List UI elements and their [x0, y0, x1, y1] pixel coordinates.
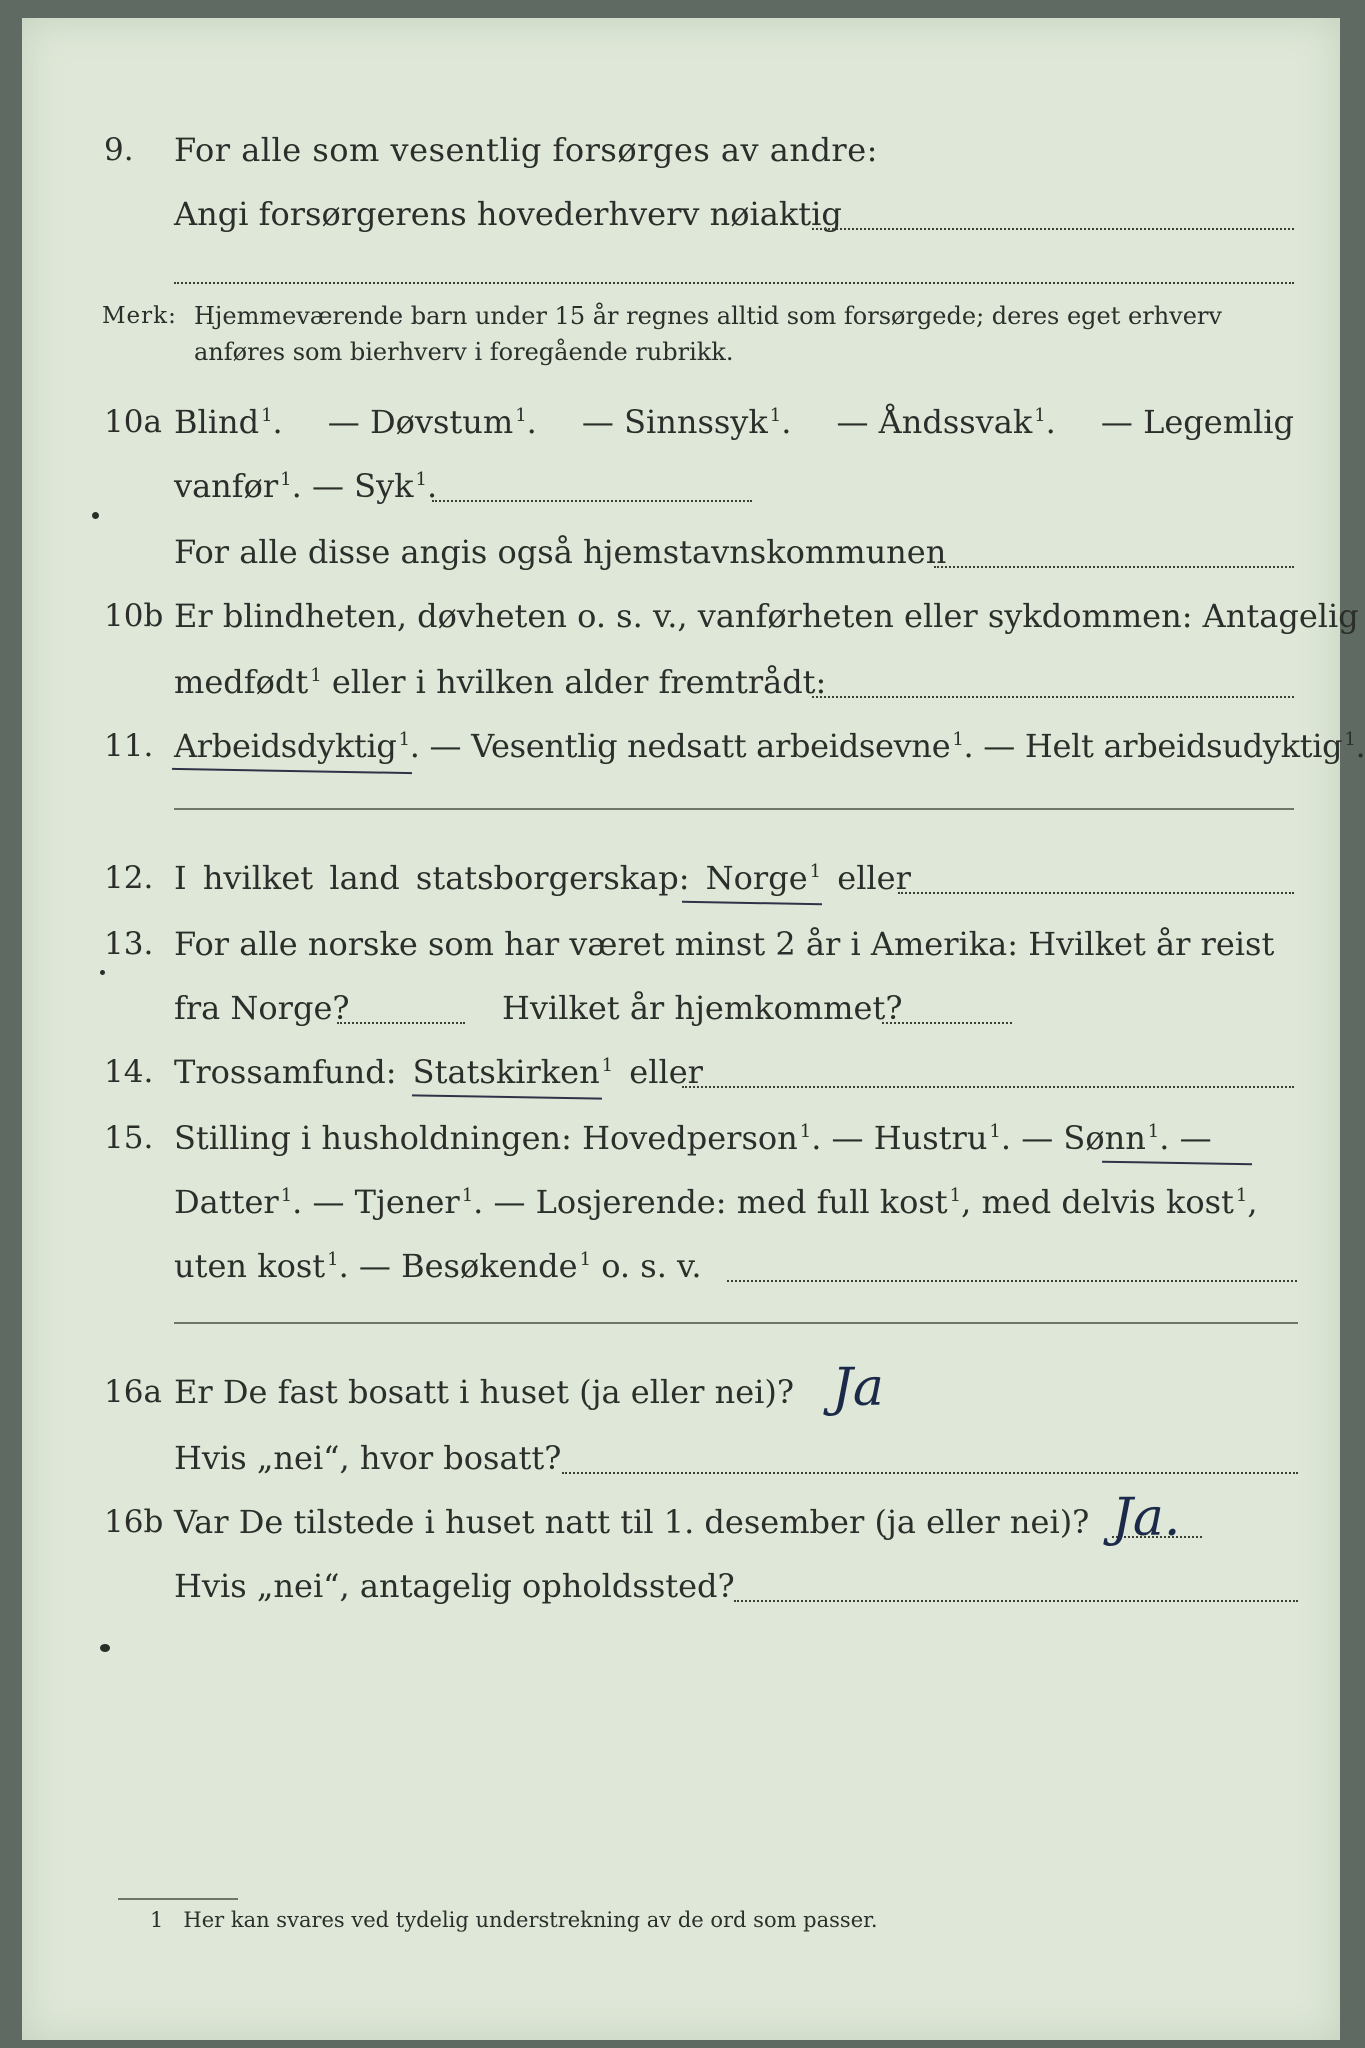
question-11 [22, 726, 1365, 786]
answer-line [882, 1022, 1012, 1024]
ink-speck [100, 1644, 110, 1652]
question-14 [22, 1052, 1340, 1112]
answer-line [432, 500, 752, 502]
question-text: Datter $^1$. — Tjener $^1$. — Losjerende: med full kost $^1$, med delvis kost $^1$, [174, 1183, 1258, 1221]
question-9-line-2 [22, 194, 1340, 254]
answer-line [174, 282, 1294, 284]
question-number: 11. [104, 728, 154, 764]
answer-line [898, 892, 1294, 894]
answer-line [174, 1322, 1298, 1324]
question-text: Er blindheten, døvheten o. s. v., vanførheten eller sykdommen: Antagelig [174, 597, 1359, 635]
question-text [174, 402, 1294, 448]
handwritten-answer: Ja [832, 1358, 884, 1418]
question-number: 13. [104, 926, 154, 962]
option-sinnssyk: — Sinnssyk $^1$. [581, 403, 792, 441]
question-10a-line-3 [22, 532, 1340, 592]
question-15 [22, 1118, 1340, 1178]
question-text: For alle disse angis også hjemstavnskommunen [174, 533, 947, 571]
question-text: Var De tilstede i huset natt til 1. desember (ja eller nei)? [174, 1503, 1090, 1541]
question-text: Angi forsørgerens hovederhverv nøiaktig [174, 195, 842, 233]
question-text: Stilling i husholdningen: Hovedperson $^1$. — Hustru $^1$. — Sønn $^1$. — [174, 1119, 1212, 1157]
question-text: Er De fast bosatt i huset (ja eller nei)? [174, 1373, 795, 1411]
answer-line [337, 1022, 465, 1024]
question-text: Hvis „nei“, antagelig opholdssted? [174, 1567, 735, 1605]
question-number: 10a [104, 404, 162, 440]
question-text: medfødt $^1$ eller i hvilken alder fremtrådt: [174, 663, 827, 701]
question-number: 15. [104, 1120, 154, 1156]
question-text: I hvilket land statsborgerskap: Norge $^1$ eller [174, 859, 911, 897]
answer-line [812, 228, 1294, 230]
question-number: 9. [104, 132, 134, 168]
option-dovstum: — Døvstum $^1$. [327, 403, 537, 441]
handwritten-answer: Ja. [1112, 1488, 1181, 1548]
option-blind: Blind $^1$. [174, 403, 283, 441]
question-16a [22, 1372, 1340, 1432]
answer-line [174, 808, 1294, 810]
ink-speck [100, 970, 105, 975]
merk-text-line-2: anføres som bierhverv i foregående rubrikk. [194, 338, 734, 366]
question-text: For alle norske som har været minst 2 år i Amerika: Hvilket år reist [174, 925, 1275, 963]
option-legemlig: — Legemlig [1100, 403, 1294, 441]
question-13-line-2 [22, 988, 1340, 1048]
ink-speck [92, 512, 99, 519]
question-number: 16b [104, 1504, 164, 1540]
answer-line [734, 1600, 1298, 1602]
answer-line [727, 1280, 1297, 1282]
question-number: 12. [104, 860, 154, 896]
answer-line [682, 1086, 1294, 1088]
question-text: Hvis „nei“, hvor bosatt? [174, 1439, 562, 1477]
question-15-line-2 [22, 1182, 1340, 1242]
question-text: uten kost $^1$. — Besøkende $^1$ o. s. v. [174, 1247, 702, 1285]
question-text: fra Norge? [174, 989, 350, 1027]
question-10a [22, 402, 1340, 462]
question-number: 14. [104, 1054, 154, 1090]
question-12 [22, 858, 1340, 918]
question-9 [22, 130, 1340, 190]
question-10b-line-2 [22, 662, 1340, 722]
answer-line [812, 696, 1294, 698]
question-10b [22, 596, 1359, 656]
question-13 [22, 924, 1340, 984]
question-text: Hvilket år hjemkommet? [502, 989, 903, 1027]
question-text: For alle som vesentlig forsørges av andre: [174, 131, 878, 169]
merk-label: Merk: [102, 303, 177, 329]
option-andssvak: — Åndssvak $^1$. [836, 403, 1056, 441]
question-text: Arbeidsdyktig $^1$. — Vesentlig nedsatt arbeidsevne $^1$. — Helt arbeidsudyktig $^1$. [174, 727, 1365, 765]
footnote: 1 Her kan svares ved tydelig understrekning av de ord som passer. [150, 1908, 878, 1932]
question-15-line-3 [22, 1246, 1340, 1306]
merk-text-line-1: Hjemmeværende barn under 15 år regnes alltid som forsørgede; deres eget erhverv [194, 302, 1222, 330]
footnote-rule [118, 1898, 238, 1900]
question-text: Trossamfund: Statskirken $^1$ eller [174, 1053, 703, 1091]
question-16b-line-2 [22, 1566, 1340, 1626]
census-form-page [22, 18, 1365, 2040]
answer-line [562, 1472, 1298, 1474]
question-10a-line-2 [22, 466, 1340, 526]
question-text: vanfør $^1$. — Syk $^1$. [174, 467, 438, 505]
question-number: 10b [104, 598, 164, 634]
answer-line [934, 566, 1294, 568]
question-number: 16a [104, 1374, 162, 1410]
